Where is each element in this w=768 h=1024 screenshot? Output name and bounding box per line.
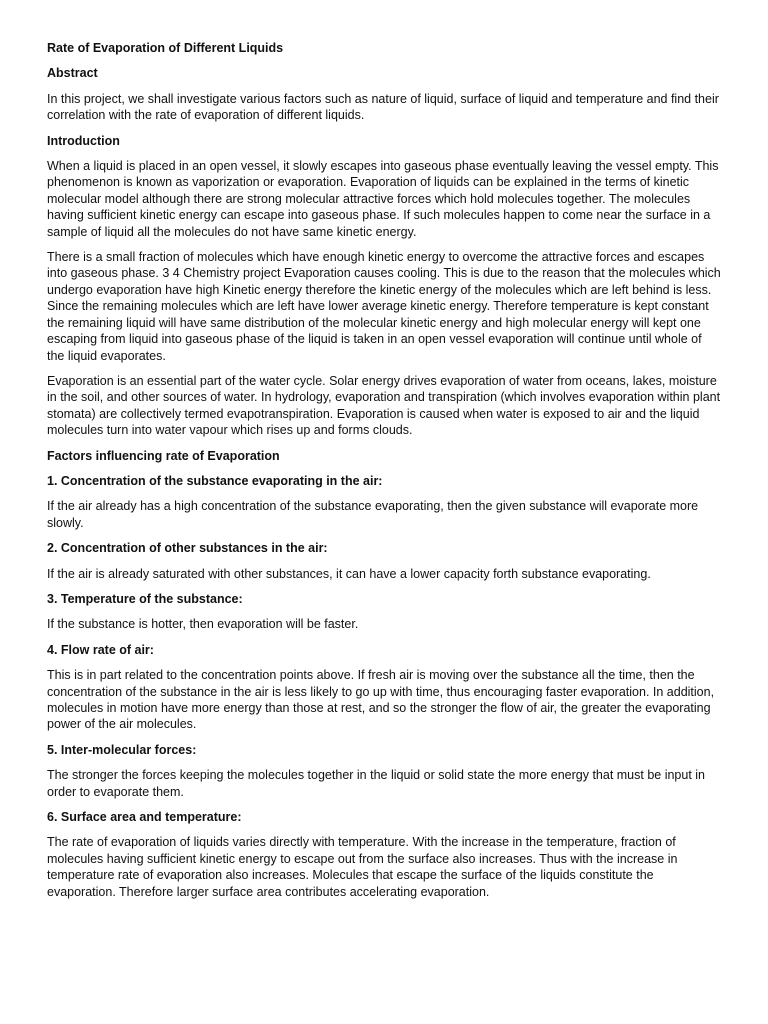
- factor-1-text: If the air already has a high concentration of the substance evaporating, then the given substance will evaporate more slowly.: [47, 499, 699, 530]
- factor-1-heading: 1. Concentration of the substance evaporating in the air:: [47, 473, 383, 488]
- factor-5-heading: 5. Inter-molecular forces:: [47, 742, 197, 757]
- factor-6-text: The rate of evaporation of liquids varies directly with temperature. With the increase in the temperature, fraction of molecules having sufficient kinetic energy to escape out from the surface also increases. Thus with the increase in temperature rate of evaporation also increases. Molecules that escape the surface of the liquids constitute the evaporation. Therefore larger surface area contributes accelerating evaporation.: [47, 835, 678, 899]
- factor-2-text: If the air is already saturated with other substances, it can have a lower capacity forth substance evaporating.: [47, 566, 651, 581]
- factor-4-text: This is in part related to the concentration points above. If fresh air is moving over the substance all the time, then the concentration of the substance in the air is less likely to go up with time, thus encouraging faster evaporation. In addition, molecules in motion have more energy than those at rest, and so the stronger the flow of air, the greater the evaporating power of the air molecules.: [47, 668, 715, 732]
- factors-heading: Factors influencing rate of Evaporation: [47, 448, 280, 463]
- introduction-heading: Introduction: [47, 133, 120, 148]
- factor-6-heading: 6. Surface area and temperature:: [47, 810, 242, 825]
- document-title: Rate of Evaporation of Different Liquids: [47, 41, 284, 55]
- factor-3-heading: 3. Temperature of the substance:: [47, 591, 243, 606]
- factor-3-text: If the substance is hotter, then evaporation will be faster.: [47, 617, 359, 632]
- abstract-heading: Abstract: [47, 66, 98, 81]
- introduction-paragraph-1: When a liquid is placed in an open vessel, it slowly escapes into gaseous phase eventually leaving the vessel empty. This phenomenon is known as vaporization or evaporation. Evaporation of liquids can be explained in the terms of kinetic molecular model although there are strong molecular attractive forces which hold molecules together. The molecules having sufficient kinetic energy can escape into gaseous phase. If such molecules happen to come near the surface in a sample of liquid all the molecules do not have same kinetic energy.: [47, 159, 719, 239]
- abstract-paragraph: In this project, we shall investigate various factors such as nature of liquid, surface of liquid and temperature and find their correlation with the rate of evaporation of different liquids.: [47, 91, 719, 123]
- introduction-paragraph-2: There is a small fraction of molecules which have enough kinetic energy to overcome the attractive forces and escapes into gaseous phase. 3 4 Chemistry project Evaporation causes cooling. This is due to the reason that the molecules which undergo evaporation have high Kinetic energy therefore the kinetic energy of the molecules which are left behind is less. Since the remaining molecules which are left have lower average kinetic energy. Therefore temperature is kept constant the remaining liquid will have same distribution of the molecular kinetic energy and high molecular energy will kept one escaping from liquid into gaseous phase of the liquid is taken in an open vessel evaporation will continue until whole of the liquid evaporates.: [47, 250, 721, 363]
- factor-4-heading: 4. Flow rate of air:: [47, 642, 154, 657]
- factor-2-heading: 2. Concentration of other substances in the air:: [47, 541, 328, 556]
- factor-5-text: The stronger the forces keeping the molecules together in the liquid or solid state the more energy that must be input in order to evaporate them.: [47, 768, 706, 799]
- document-body: [47, 40, 722, 909]
- introduction-paragraph-3: Evaporation is an essential part of the water cycle. Solar energy drives evaporation of water from oceans, lakes, moisture in the soil, and other sources of water. In hydrology, evaporation and transpiration (which involves evaporation within plant stomata) are collectively termed evapotranspiration. Evaporation is caused when water is exposed to air and the liquid molecules turn into water vapour which rises up and forms clouds.: [47, 373, 721, 438]
